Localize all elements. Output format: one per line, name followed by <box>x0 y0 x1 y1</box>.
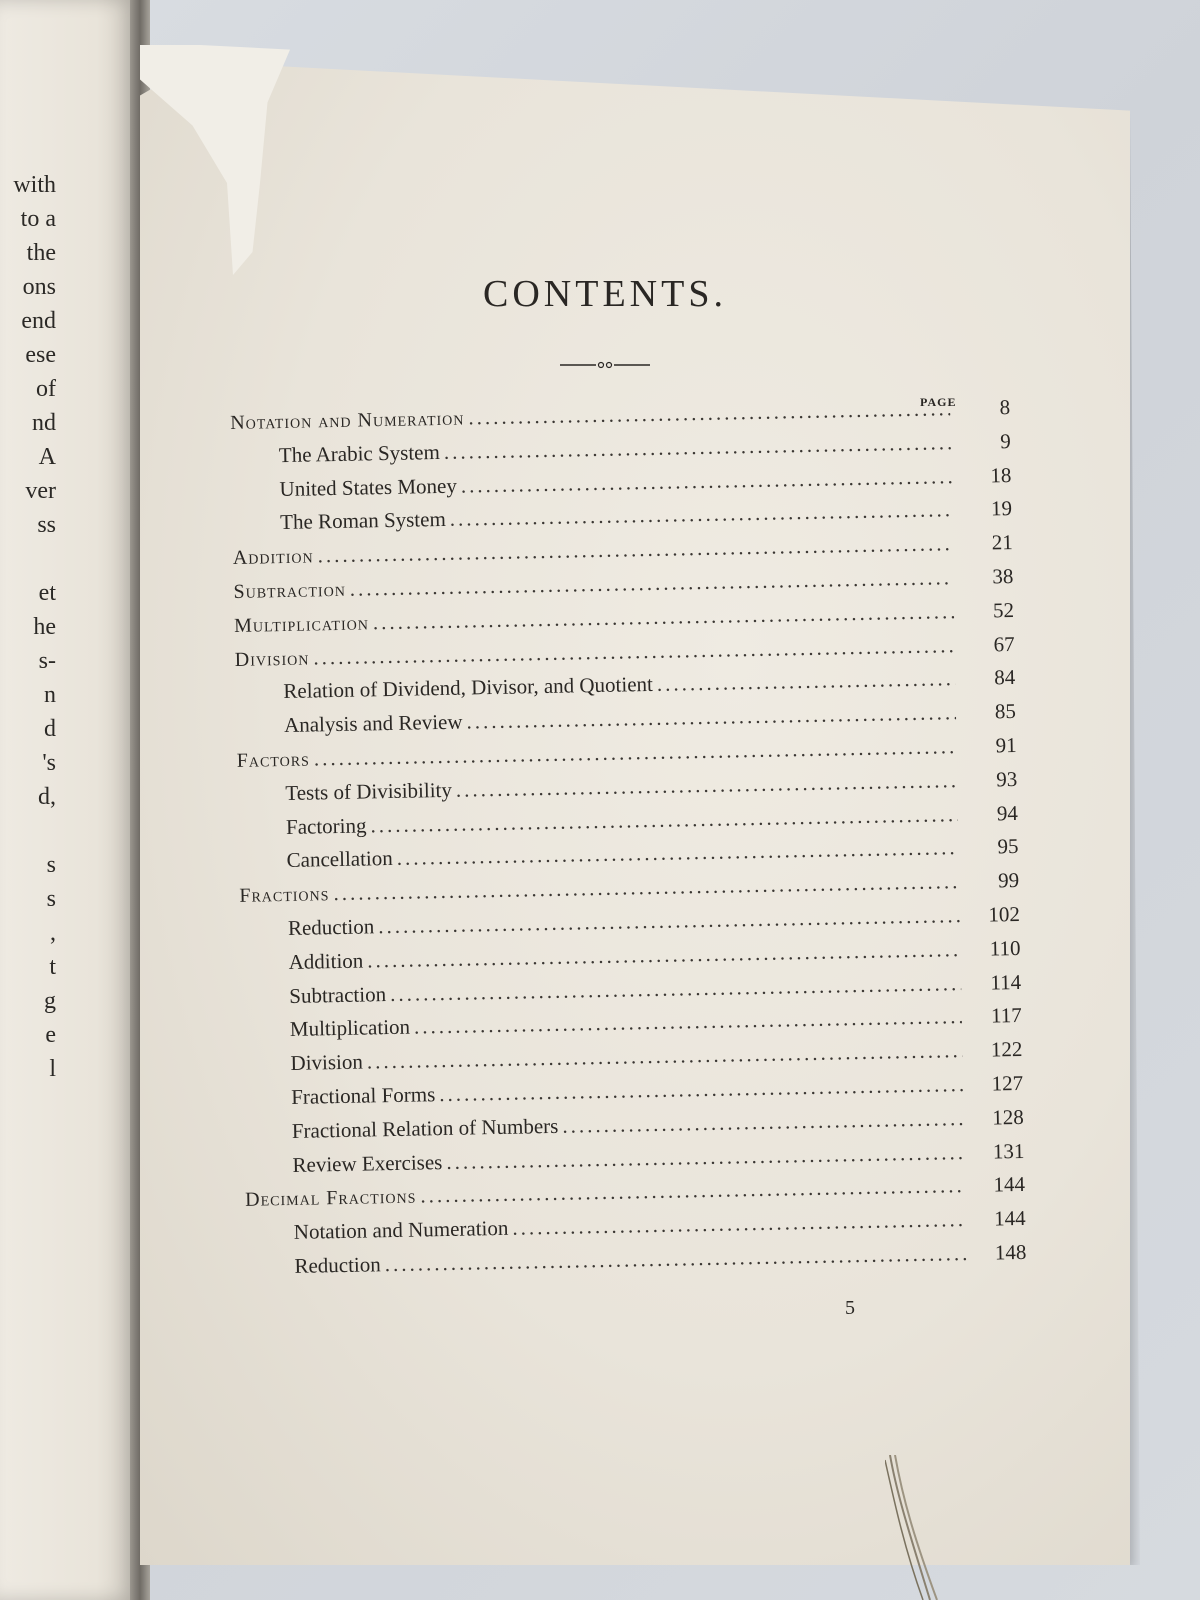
toc-entry-title: Multiplication <box>233 612 370 637</box>
toc-entry-page: 93 <box>995 766 1018 792</box>
toc-entry-title: Fractional Forms <box>290 1082 436 1109</box>
toc-entry-title: Cancellation <box>286 846 394 873</box>
left-page-fragment: ons <box>22 274 56 300</box>
toc-entry-page: 128 <box>991 1104 1024 1130</box>
page-column-label: PAGE <box>920 395 957 409</box>
toc-entry-title: Addition <box>232 545 314 570</box>
left-page-fragment: end <box>21 308 56 334</box>
left-page-fragment: l <box>49 1056 56 1082</box>
left-page-fragment: ver <box>25 478 56 504</box>
toc-entry-page: 99 <box>997 868 1020 893</box>
toc-entry-title: Factoring <box>285 813 367 839</box>
left-facing-page <box>0 0 138 1600</box>
toc-entry-title: Addition <box>288 948 364 974</box>
toc-entry-page: 38 <box>992 563 1014 589</box>
bookmark-ribbon-icon <box>885 1455 945 1600</box>
toc-entry-title: Division <box>290 1049 364 1076</box>
toc-entry-page: 67 <box>993 631 1015 656</box>
contents-page <box>140 50 1130 1565</box>
toc-entry-page: 95 <box>997 834 1019 859</box>
toc-entry-page: 91 <box>995 732 1017 758</box>
left-page-fragment: he <box>33 614 56 640</box>
left-page-fragment: with <box>13 172 56 198</box>
toc-entry-page: 144 <box>993 1206 1026 1231</box>
left-page-fragment: et <box>38 580 56 606</box>
left-page-fragment: d, <box>38 784 56 810</box>
left-page-fragment: ss <box>37 512 56 538</box>
toc-entry-page: 52 <box>992 597 1015 623</box>
toc-entry-page: 148 <box>994 1239 1027 1265</box>
toc-entry-page: 102 <box>988 901 1021 927</box>
toc-entry-page: 110 <box>989 935 1021 961</box>
leader-dots <box>468 396 950 430</box>
toc-entry-title: The Arabic System <box>278 439 441 467</box>
left-page-fragment: e <box>45 1022 56 1048</box>
toc-entry-page: 8 <box>999 395 1011 420</box>
toc-entry-page: 114 <box>990 969 1022 995</box>
toc-entry-title: Factors <box>236 748 311 772</box>
ornament-divider-icon <box>560 360 650 370</box>
left-page-text-fragments <box>0 168 56 1086</box>
toc-entry-title: Fractional Relation of Numbers <box>291 1113 559 1143</box>
toc-entry-page: 94 <box>996 800 1019 825</box>
toc-entry-title: Tests of Divisibility <box>285 777 453 805</box>
toc-entry-page: 19 <box>990 496 1013 521</box>
toc-entry-page: 117 <box>990 1003 1022 1028</box>
page-title: CONTENTS. <box>483 273 727 315</box>
toc-entry-page: 84 <box>994 665 1016 690</box>
toc-entry-title: Fractions <box>239 883 330 908</box>
toc-entry-title: United States Money <box>279 473 458 501</box>
leader-dots <box>657 667 956 698</box>
left-page-fragment: the <box>26 240 56 266</box>
left-page-fragment: ese <box>25 342 56 368</box>
toc-entry-title: Division <box>234 647 310 671</box>
left-page-fragment: 's <box>42 750 56 776</box>
left-page-fragment <box>0 814 56 848</box>
left-page-fragment: A <box>38 444 56 470</box>
left-page-fragment: d <box>44 716 56 742</box>
toc-entry-title: Subtraction <box>233 578 347 603</box>
left-page-fragment: n <box>44 682 56 708</box>
page-number: 5 <box>845 1297 855 1319</box>
left-page-fragment: nd <box>32 410 56 436</box>
toc-entry-page: 9 <box>1000 428 1011 454</box>
left-page-fragment: to a <box>20 206 56 232</box>
left-page-fragment: s <box>46 886 56 912</box>
left-page-fragment: , <box>50 920 56 946</box>
toc-entry-page: 18 <box>990 462 1012 488</box>
left-page-fragment: s- <box>38 648 56 674</box>
toc-entry-title: Decimal Fractions <box>244 1185 417 1212</box>
toc-entry-page: 127 <box>991 1070 1024 1096</box>
left-page-fragment <box>0 542 56 576</box>
left-page-fragment: t <box>49 954 56 980</box>
toc-entry-title: Notation and Numeration <box>230 407 465 434</box>
left-page-fragment: s <box>46 852 56 878</box>
toc-entry-title: Multiplication <box>289 1015 411 1042</box>
toc-entry-title: Reduction <box>294 1252 381 1278</box>
toc-entry-title: Notation and Numeration <box>293 1215 509 1245</box>
toc-entry-page: 131 <box>992 1138 1025 1164</box>
toc-entry-title: Review Exercises <box>292 1149 443 1177</box>
table-of-contents <box>230 395 1027 1289</box>
toc-entry-title: The Roman System <box>279 507 447 535</box>
left-page-fragment: g <box>44 988 56 1014</box>
toc-entry-title: Reduction <box>287 914 375 940</box>
toc-entry-page: 122 <box>990 1037 1023 1062</box>
left-page-fragment: of <box>36 376 56 402</box>
toc-entry-page: 21 <box>991 530 1013 555</box>
toc-entry-page: 85 <box>994 699 1017 724</box>
toc-entry-title: Relation of Dividend, Divisor, and Quotient <box>283 672 654 704</box>
toc-entry-title: Analysis and Review <box>283 709 463 738</box>
toc-entry-title: Subtraction <box>289 981 387 1008</box>
toc-entry-page: 144 <box>993 1172 1026 1197</box>
